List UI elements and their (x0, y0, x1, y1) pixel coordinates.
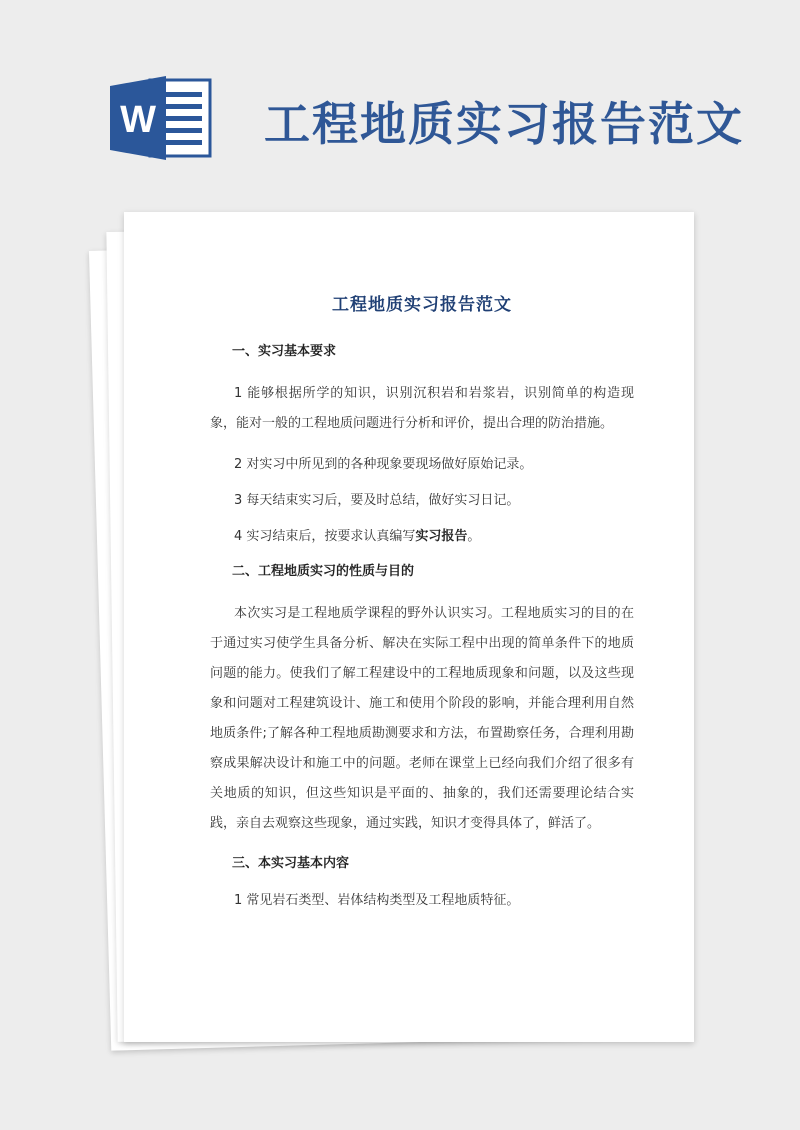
section1-item-2: 2 对实习中所见到的各种现象要现场做好原始记录。 (234, 457, 533, 472)
section1-item-4-text: 4 实习结束后，按要求认真编写 (234, 529, 416, 544)
section1-item-4 (210, 527, 634, 547)
section1-item-1: 1 能够根据所学的知识，识别沉积岩和岩浆岩，识别简单的构造现象，能对一般的工程地质问题进行分析和评价，提出合理的防治措施。 (210, 386, 634, 431)
section1-item-4-bold: 实习报告 (415, 529, 468, 544)
document-body (210, 290, 634, 927)
header-title: 工程地质实习报告范文 (264, 97, 744, 151)
section-heading-3: 三、本实习基本内容 (232, 856, 350, 871)
section1-item-4-end: 。 (467, 529, 481, 544)
document-title: 工程地质实习报告范文 (332, 295, 512, 315)
section3-item-1: 1 常见岩石类型、岩体结构类型及工程地质特征。 (234, 893, 520, 908)
section-heading-1: 一、实习基本要求 (232, 344, 337, 359)
word-logo-icon (110, 74, 214, 162)
section1-item-3: 3 每天结束实习后，要及时总结，做好实习日记。 (234, 493, 520, 508)
section-heading-2: 二、工程地质实习的性质与目的 (232, 564, 415, 579)
logo-letter: W (120, 99, 156, 141)
section2-paragraph: 本次实习是工程地质学课程的野外认识实习。工程地质实习的目的在于通过实习使学生具备分析、解决在实际工程中出现的简单条件下的地质问题的能力。使我们了解工程建设中的工程地质现象和问题，以及这些现象和问题对工程建筑设计、施工和使用个阶段的影响，并能合理利用自然地质条件;了解各种工程地质勘测要求和方法，布置勘察任务，合理利用勘察成果解决设计和施工中的问题。老师在课堂上已经向我们介绍了很多有关地质的知识，但这些知识是平面的、抽象的，我们还需要理论结合实践，亲自去观察这些现象，通过实践，知识才变得具体了，鲜活了。 (210, 606, 634, 831)
